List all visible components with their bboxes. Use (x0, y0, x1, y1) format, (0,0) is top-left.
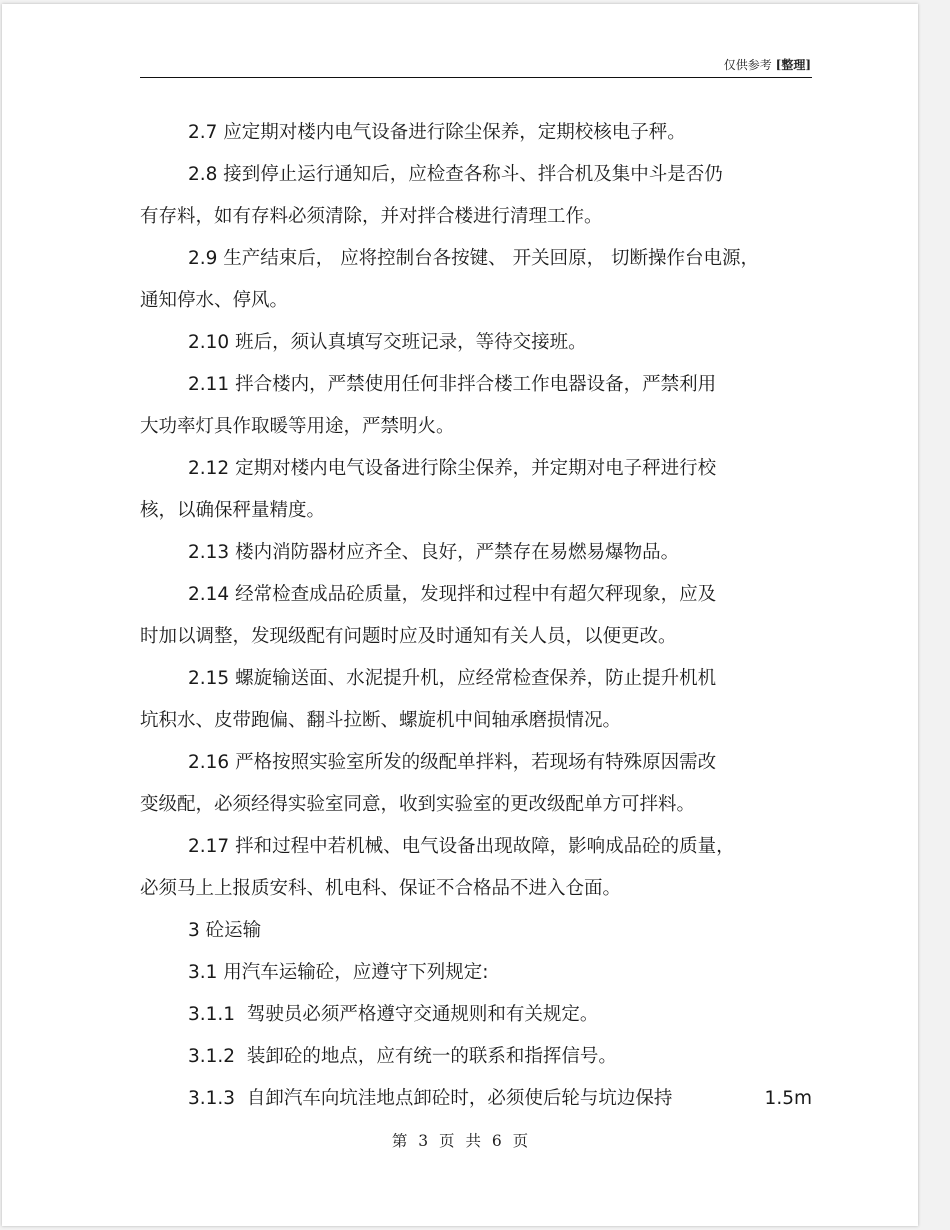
page-footer: 第 3 页 共 6 页 (391, 1132, 529, 1150)
last-line-text: 3.1.3 自卸汽车向坑洼地点卸砼时，必须使后轮与坑边保持 (188, 1088, 673, 1109)
header-note: 仅供参考 (723, 58, 772, 72)
header-tag: [整理] (775, 58, 811, 72)
body-line: 2.12 定期对楼内电气设备进行除尘保养，并定期对电子秤进行校 (188, 458, 717, 479)
body-text (140, 112, 812, 1120)
body-line: 有存料，如有存料必须清除，并对拌合楼进行清理工作。 (140, 206, 603, 227)
body-line: 3.1 用汽车运输砼，应遵守下列规定: (188, 962, 489, 983)
page-header (724, 56, 811, 73)
body-line: 2.17 拌和过程中若机械、电气设备出现故障，影响成品砼的质量， (188, 836, 735, 857)
body-line: 通知停水、停风。 (140, 290, 289, 311)
body-line: 2.14 经常检查成品砼质量，发现拌和过程中有超欠秤现象，应及 (188, 584, 717, 605)
body-line: 必须马上上报质安科、机电科、保证不合格品不进入仓面。 (140, 878, 622, 899)
body-lines (140, 112, 812, 1078)
body-line: 核，以确保秤量精度。 (140, 500, 326, 521)
document-page (2, 4, 918, 1226)
body-line: 时加以调整，发现级配有问题时应及时通知有关人员，以便更改。 (140, 626, 677, 647)
body-line: 2.7 应定期对楼内电气设备进行除尘保养，定期校核电子秤。 (188, 122, 686, 143)
body-line: 3.1.2 装卸砼的地点，应有统一的联系和指挥信号。 (188, 1046, 617, 1067)
body-line: 2.10 班后，须认真填写交班记录，等待交接班。 (188, 332, 587, 353)
last-line-value: 1.5m (764, 1088, 812, 1109)
body-line: 2.16 严格按照实验室所发的级配单拌料，若现场有特殊原因需改 (188, 752, 717, 773)
body-line: 2.9 生产结束后， 应将控制台各按键、 开关回原， 切断操作台电源， (188, 248, 759, 269)
body-line: 2.8 接到停止运行通知后，应检查各称斗、拌合机及集中斗是否仍 (188, 164, 723, 185)
body-line-last (140, 1078, 812, 1120)
body-line: 坑积水、皮带跑偏、翻斗拉断、螺旋机中间轴承磨损情况。 (140, 710, 622, 731)
body-line: 2.11 拌合楼内，严禁使用任何非拌合楼工作电器设备，严禁利用 (188, 374, 717, 395)
body-line: 变级配，必须经得实验室同意，收到实验室的更改级配单方可拌料。 (140, 794, 696, 815)
body-line: 2.15 螺旋输送面、水泥提升机，应经常检查保养，防止提升机机 (188, 668, 717, 689)
body-line: 大功率灯具作取暖等用途，严禁明火。 (140, 416, 455, 437)
body-line: 3 砼运输 (188, 920, 262, 941)
body-line: 2.13 楼内消防器材应齐全、良好，严禁存在易燃易爆物品。 (188, 542, 680, 563)
header-rule (140, 77, 812, 78)
body-line: 3.1.1 驾驶员必须严格遵守交通规则和有关规定。 (188, 1004, 599, 1025)
